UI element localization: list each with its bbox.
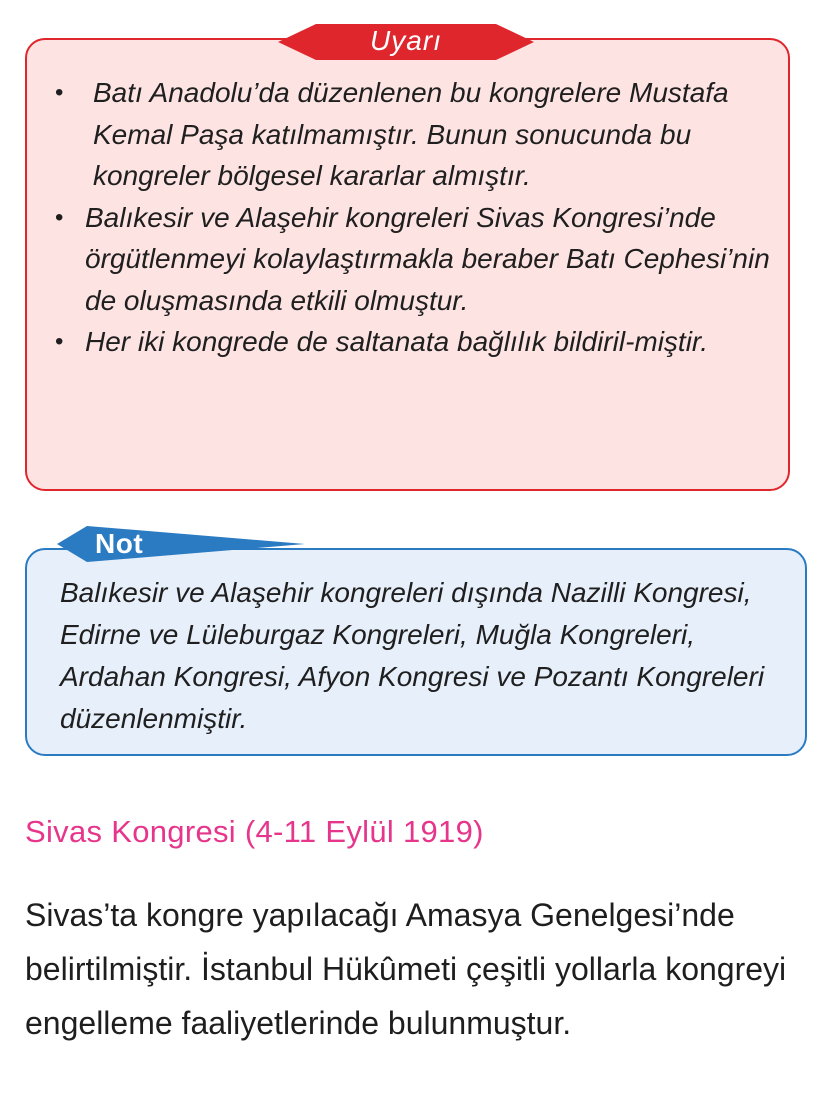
warning-label: Uyarı [370,25,442,56]
bullet-icon: • [55,79,64,106]
bullet-icon: • [55,203,64,231]
warning-label-tag [278,22,534,62]
section-heading: Sivas Kongresi (4-11 Eylül 1919) [25,814,484,849]
section-body: Sivas’ta kongre yapılacağı Amasya Genelgesi’nde belirtilmiştir. İstanbul Hükûmeti çeşitli yollarla kongreyi engelleme faaliyetlerinde bulunmuştur. [25,897,787,1041]
warning-item [55,321,775,363]
warning-item-text: Her iki kongrede de saltanata bağlılık bildiril-miştir. [85,326,708,357]
warning-item [55,72,775,197]
warning-item-text: Batı Anadolu’da düzenlenen bu kongrelere Mustafa Kemal Paşa katılmamıştır. Bunun sonucunda bu kongreler bölgesel kararlar almıştır. [93,77,729,191]
warning-item [55,197,775,322]
note-text: Balıkesir ve Alaşehir kongreleri dışında Nazilli Kongresi, Edirne ve Lüleburgaz Kongreleri, Muğla Kongreleri, Ardahan Kongresi, Afyon Kongresi ve Pozantı Kongreleri düzenlenmiştir. [60,577,765,734]
note-label-tag [57,524,305,564]
note-label: Not [95,528,144,559]
bullet-icon: • [55,328,64,355]
warning-item-text: Balıkesir ve Alaşehir kongreleri Sivas Kongresi’nde örgütlenmeyi kolaylaştırmakla beraber Batı Cephesi’nin de oluşmasında etkili olmuştur. [85,201,770,316]
warning-list [55,72,775,363]
